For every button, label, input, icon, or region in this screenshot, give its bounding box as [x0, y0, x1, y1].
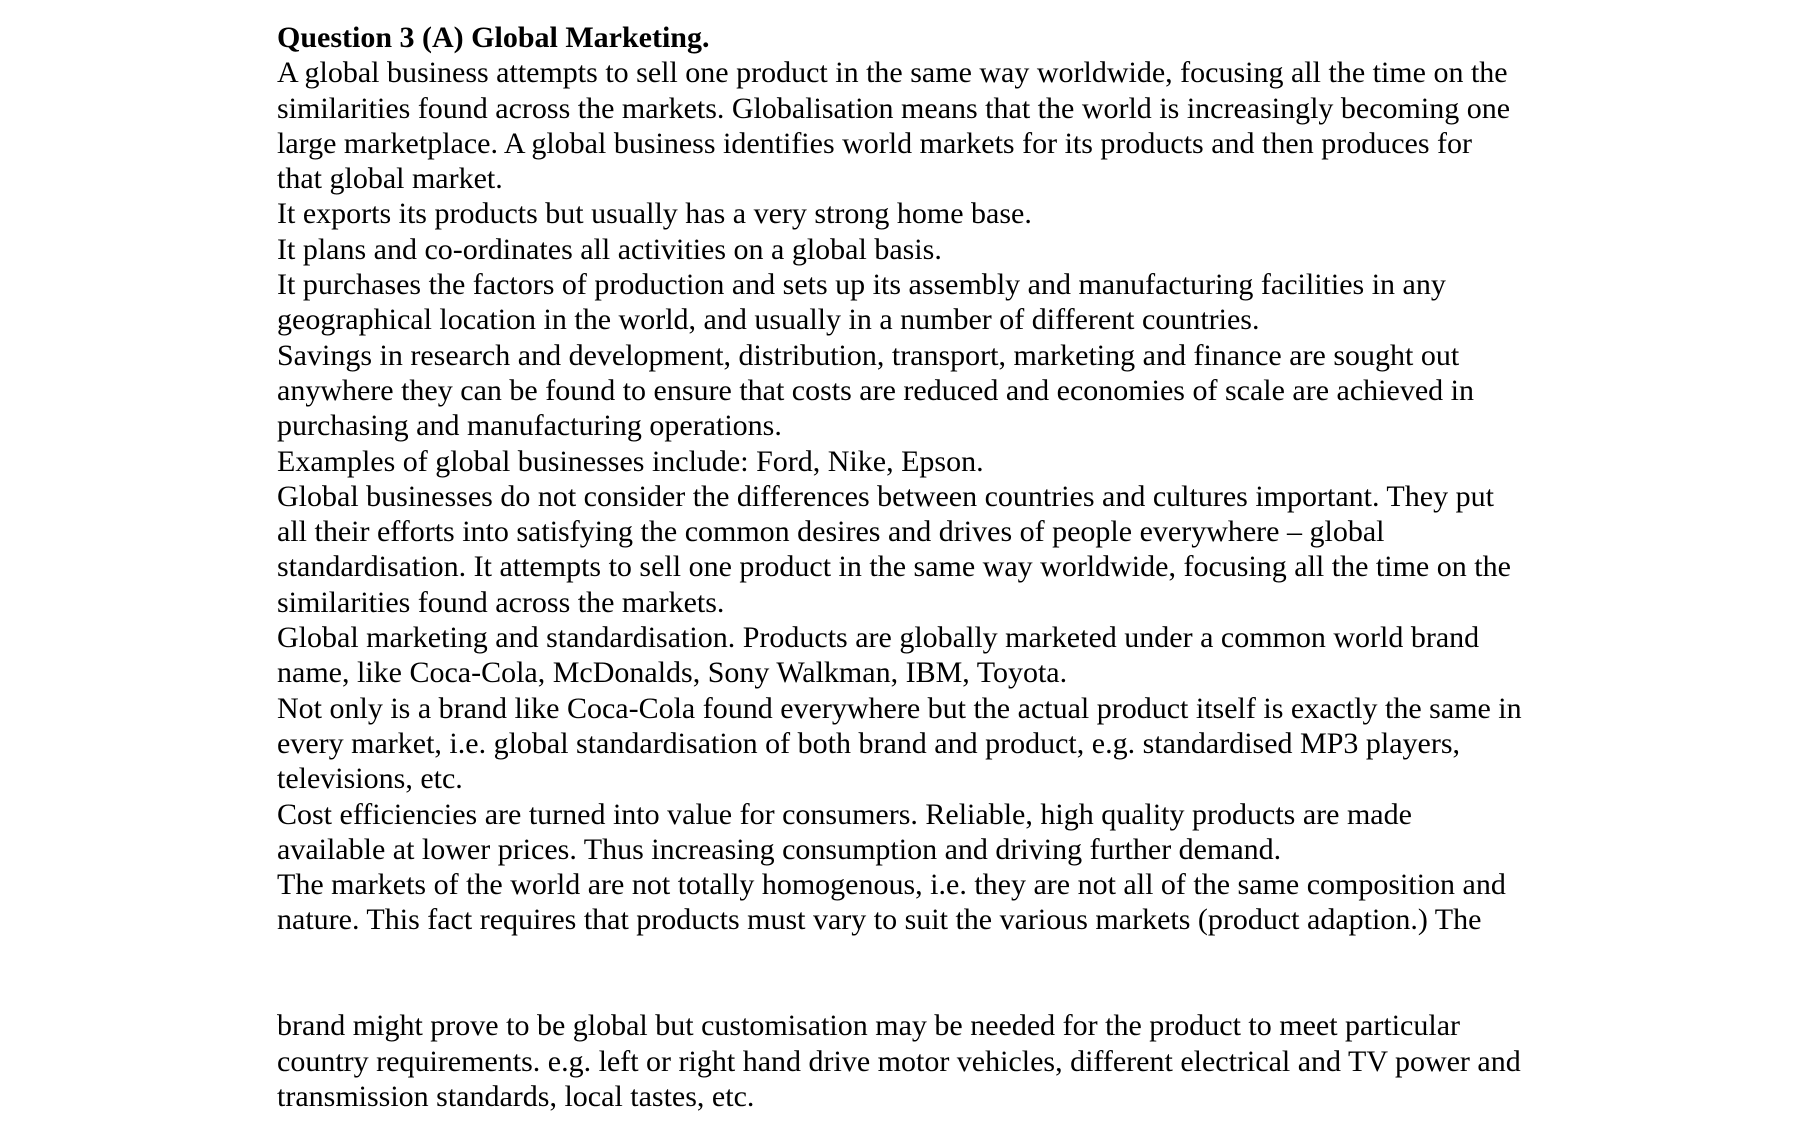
text-line: Global businesses do not consider the differences between countries and cultures important. They put: [277, 479, 1494, 513]
text-line: The markets of the world are not totally homogenous, i.e. they are not all of the same composition and: [277, 868, 1506, 902]
text-line: large marketplace. A global business identifies world markets for its products and then produces for: [277, 126, 1472, 160]
text-line: country requirements. e.g. left or right hand drive motor vehicles, different electrical and TV power and: [277, 1044, 1521, 1078]
text-line: geographical location in the world, and usually in a number of different countries.: [277, 303, 1260, 337]
text-block-main: [277, 55, 1677, 937]
text-line: name, like Coca-Cola, McDonalds, Sony Walkman, IBM, Toyota.: [277, 656, 1068, 690]
text-line: Global marketing and standardisation. Products are globally marketed under a common world brand: [277, 621, 1480, 655]
text-line: that global market.: [277, 162, 503, 196]
text-line: Not only is a brand like Coca-Cola found everywhere but the actual product itself is exactly the same in: [277, 691, 1522, 725]
text-line: available at lower prices. Thus increasing consumption and driving further demand.: [277, 832, 1282, 866]
text-line: similarities found across the markets.: [277, 585, 725, 619]
text-line: similarities found across the markets. Globalisation means that the world is increasingly becoming one: [277, 91, 1511, 125]
text-line: Examples of global businesses include: Ford, Nike, Epson.: [277, 444, 984, 478]
text-line: transmission standards, local tastes, etc.: [277, 1079, 755, 1113]
text-line: Savings in research and development, distribution, transport, marketing and finance are sought out: [277, 338, 1460, 372]
page-break-gap: [277, 938, 1677, 1009]
text-line: every market, i.e. global standardisation of both brand and product, e.g. standardised MP3 players,: [277, 726, 1461, 760]
text-block-continued: [277, 1008, 1677, 1114]
text-line: Cost efficiencies are turned into value for consumers. Reliable, high quality products are made: [277, 797, 1412, 831]
text-line: anywhere they can be found to ensure that costs are reduced and economies of scale are achieved in: [277, 373, 1474, 407]
text-line: standardisation. It attempts to sell one product in the same way worldwide, focusing all the time on the: [277, 550, 1511, 584]
text-line: A global business attempts to sell one product in the same way worldwide, focusing all the time on the: [277, 56, 1508, 90]
text-line: all their efforts into satisfying the common desires and drives of people everywhere – global: [277, 515, 1385, 549]
text-line: televisions, etc.: [277, 762, 463, 796]
text-line: brand might prove to be global but customisation may be needed for the product to meet particular: [277, 1009, 1460, 1043]
text-line: It purchases the factors of production and sets up its assembly and manufacturing facilities in any: [277, 268, 1446, 302]
text-line: purchasing and manufacturing operations.: [277, 409, 782, 443]
document-body: [277, 20, 1677, 1114]
text-line: It exports its products but usually has a very strong home base.: [277, 197, 1032, 231]
question-heading: Question 3 (A) Global Marketing.: [277, 21, 710, 54]
text-line: nature. This fact requires that products must vary to suit the various markets (product adaption.) The: [277, 903, 1482, 937]
text-line: It plans and co-ordinates all activities on a global basis.: [277, 232, 942, 266]
